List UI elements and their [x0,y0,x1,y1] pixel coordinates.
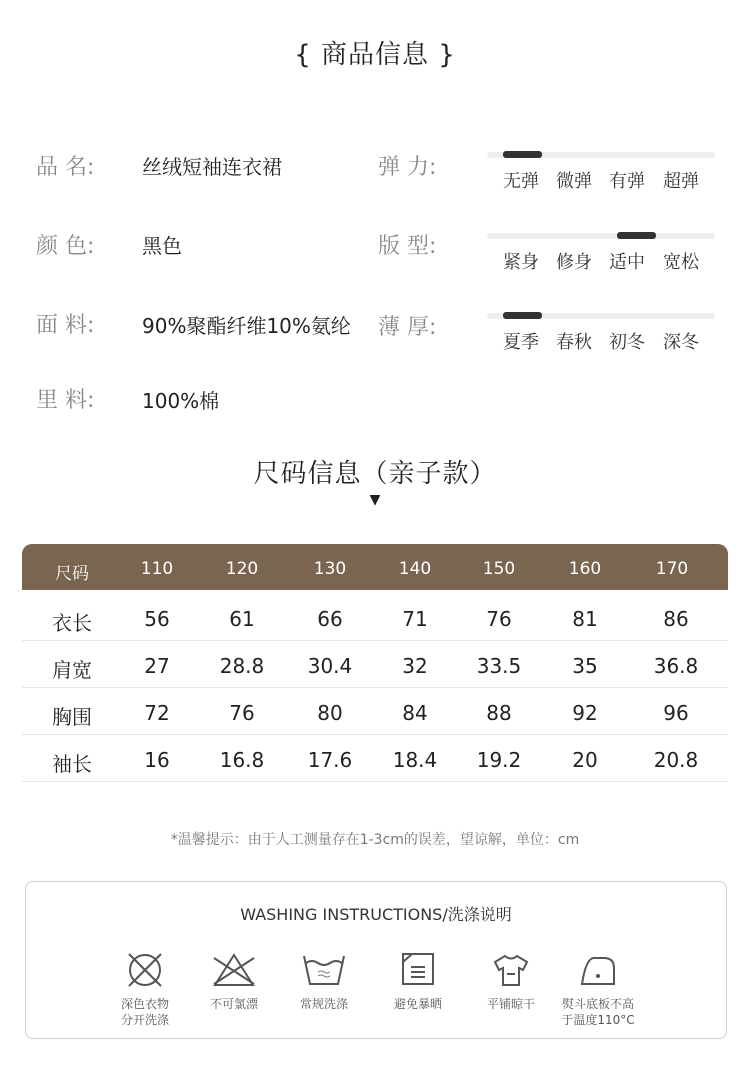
thickness-label: 薄 厚: [378,315,437,340]
fabric-label: 面 料: [36,313,95,338]
fit-option: 适中 [609,252,645,273]
header-cell: 110 [140,559,174,579]
table-cell: 18.4 [392,748,438,772]
wash-item [553,950,643,1028]
fit-option: 紧身 [503,252,539,273]
name-label: 品 名: [36,155,95,180]
elasticity-option: 有弹 [609,171,645,192]
color-value: 黑色 [142,234,182,258]
table-row [22,593,728,641]
fit-track [487,233,715,239]
thickness-option: 夏季 [503,332,539,353]
table-cell: 88 [486,701,512,725]
fit-option: 宽松 [663,252,699,273]
table-row [22,640,728,688]
table-cell: 76 [486,607,512,631]
table-cell: 71 [402,607,428,631]
header-cell: 150 [482,559,516,579]
table-cell: 80 [317,701,343,725]
table-cell: 92 [572,701,598,725]
header-cell: 120 [225,559,259,579]
fabric-value: 90%聚酯纤维10%氨纶 [142,314,351,338]
elasticity-indicator [503,151,542,158]
table-cell: 61 [229,607,255,631]
row-label: 肩宽 [52,658,92,682]
table-cell: 81 [572,607,598,631]
row-label: 胸围 [52,705,92,729]
table-cell: 66 [317,607,343,631]
table-cell: 76 [229,701,255,725]
table-cell: 96 [663,701,689,725]
elasticity-option: 微弹 [556,171,592,192]
washing-title: WASHING INSTRUCTIONS/洗涤说明 [240,905,512,924]
thickness-option: 初冬 [609,332,645,353]
table-cell: 20.8 [653,748,699,772]
wash-label: 熨斗底板不高 于温度110°C [561,997,635,1027]
no-bleach-icon [210,950,258,990]
no-machine-wash-icon [125,950,165,990]
row-label: 衣长 [52,611,92,635]
table-row [22,687,728,735]
dry-flat-icon [491,950,531,990]
wash-item [279,950,369,1012]
table-cell: 30.4 [307,654,353,678]
table-cell: 72 [144,701,170,725]
row-label: 袖长 [52,752,92,776]
table-cell: 36.8 [653,654,699,678]
thickness-indicator [503,312,542,319]
table-cell: 56 [144,607,170,631]
header-cell: 170 [655,559,689,579]
no-sun-icon [398,950,438,990]
table-cell: 35 [572,654,598,678]
table-cell: 32 [402,654,428,678]
wash-label: 避免暴晒 [393,997,442,1011]
product-info-title: { 商品信息 } [294,40,456,70]
table-cell: 19.2 [476,748,522,772]
thickness-option: 春秋 [556,332,592,353]
wash-label: 不可氯漂 [209,997,258,1011]
fit-label: 版 型: [378,234,437,259]
fit-indicator [617,232,656,239]
lining-value: 100%棉 [142,389,220,413]
elasticity-option: 无弹 [503,171,539,192]
table-cell: 27 [144,654,170,678]
table-cell: 28.8 [219,654,265,678]
wash-item [466,950,556,1012]
hand-wash-icon [300,950,348,990]
table-cell: 16 [144,748,170,772]
table-cell: 16.8 [219,748,265,772]
table-row [22,734,728,782]
wash-item [373,950,463,1012]
size-info-title: 尺码信息（亲子款） [253,459,497,489]
table-cell: 86 [663,607,689,631]
header-cell: 尺码 [55,564,89,584]
table-cell: 17.6 [307,748,353,772]
iron-low-icon [576,950,620,990]
header-cell: 160 [568,559,602,579]
name-value: 丝绒短袖连衣裙 [142,155,282,179]
wash-label: 深色衣物 分开洗涤 [120,997,169,1027]
header-cell: 140 [398,559,432,579]
table-cell: 20 [572,748,598,772]
thickness-option: 深冬 [663,332,699,353]
washing-instructions-panel [25,881,727,1039]
elasticity-label: 弹 力: [378,155,437,180]
header-cell: 130 [313,559,347,579]
wash-item [189,950,279,1012]
elasticity-option: 超弹 [663,171,699,192]
wash-label: 平铺晾干 [486,997,535,1011]
table-cell: 33.5 [476,654,522,678]
table-cell: 84 [402,701,428,725]
down-arrow-icon: ▼ [369,492,381,508]
measurement-note: *温馨提示：由于人工测量存在1-3cm的误差，望谅解，单位：cm [170,832,580,848]
size-table-header [22,544,728,590]
color-label: 颜 色: [36,234,95,259]
wash-label: 常规洗涤 [299,997,348,1011]
fit-option: 修身 [556,252,592,273]
lining-label: 里 料: [36,388,95,413]
wash-item [100,950,190,1028]
